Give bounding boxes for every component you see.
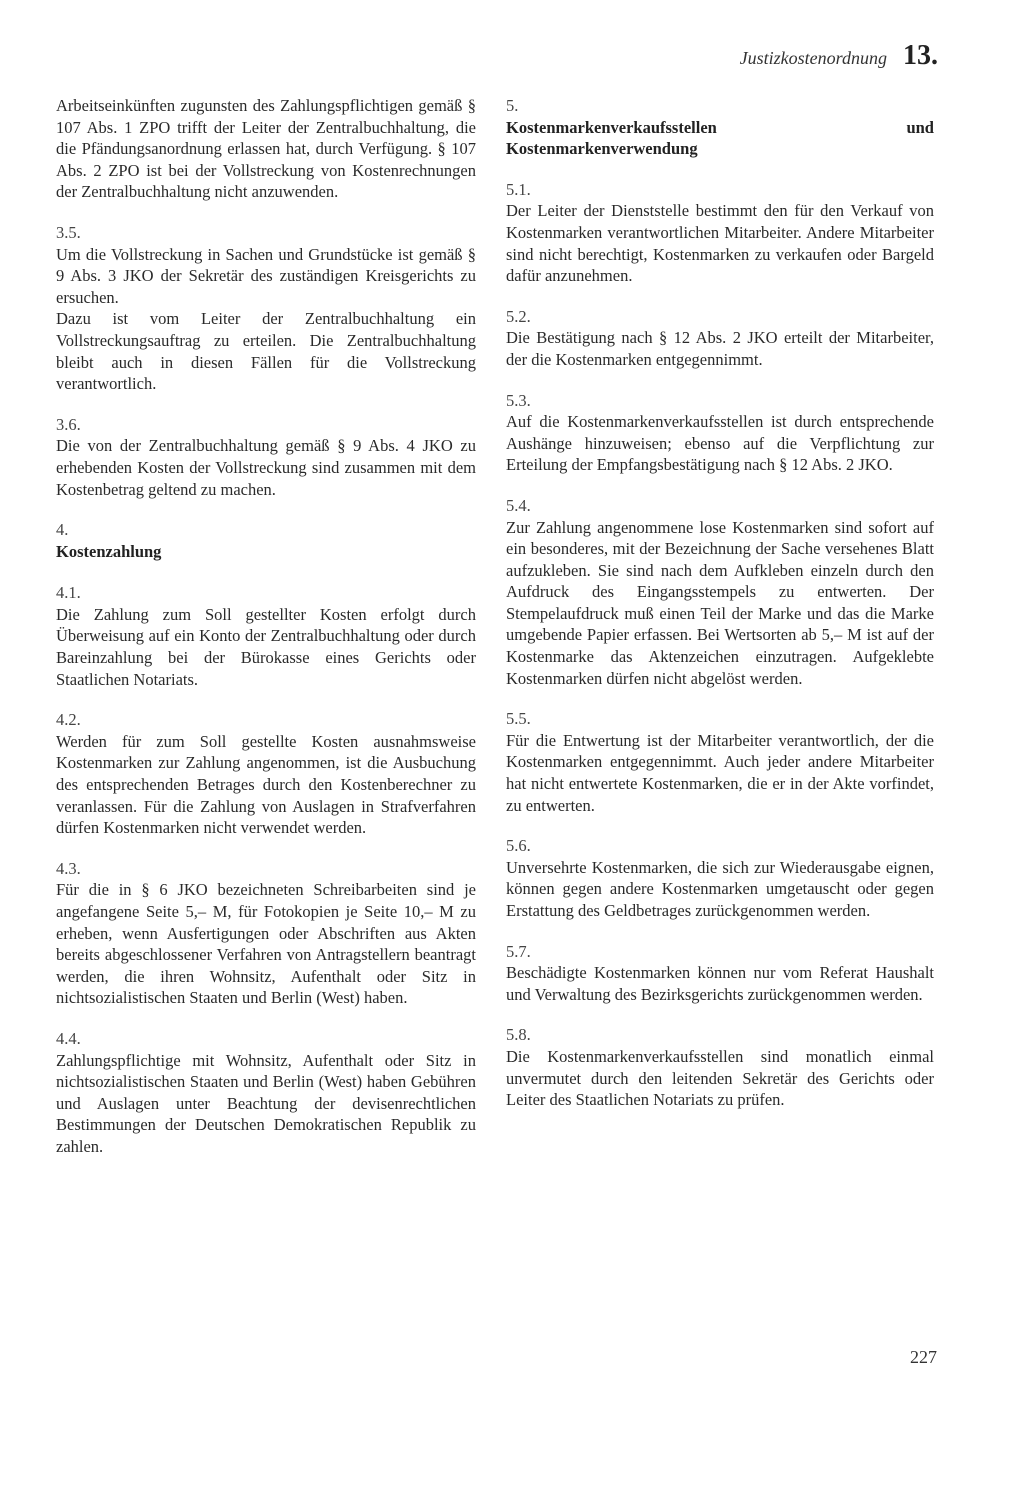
running-title: Justizkostenordnung: [739, 48, 887, 68]
section-number: 5.7.: [506, 941, 531, 961]
paragraph-text: Zahlungspflichtige mit Wohnsitz, Aufenthalt oder Sitz in nichtsozialistischen Staaten und Berlin (West) haben Gebühren und Auslagen unter Beachtung der devisenrechtlichen Bestimmungen der Deutschen Demokratischen Republik zu zahlen.: [56, 1050, 476, 1156]
section-number: 4.3.: [56, 858, 81, 878]
page-number: 227: [910, 1347, 937, 1367]
paragraph-text: Die Bestätigung nach § 12 Abs. 2 JKO erteilt der Mitarbeiter, der die Kostenmarken entgegennimmt.: [506, 328, 934, 369]
section-title: Kostenmarkenverkaufsstellen und Kostenmarkenverwendung: [506, 117, 934, 159]
section-number: 5.: [506, 96, 519, 115]
paragraph-text: Um die Vollstreckung in Sachen und Grundstücke ist gemäß § 9 Abs. 3 JKO der Sekretär des zuständigen Kreisgerichts zu ersuchen.: [56, 244, 476, 307]
section-number: 4.1.: [56, 583, 81, 603]
section-5-6: [506, 835, 934, 921]
section-number: 4.4.: [56, 1028, 81, 1048]
section-number: 5.3.: [506, 390, 531, 410]
section-number: 4.: [56, 520, 69, 540]
section-number: 3.6.: [56, 414, 81, 434]
section-5-5: [506, 708, 934, 816]
paragraph-text: Unversehrte Kostenmarken, die sich zur Wiederausgabe eignen, können gegen andere Kostenmarken umgetauscht oder gegen Erstattung des Geldbetrages zurückgenommen werden.: [506, 857, 934, 920]
section-5-4: [506, 495, 934, 689]
chapter-number: 13.: [903, 40, 938, 71]
section-3-6: [56, 414, 476, 500]
section-title: Kostenzahlung: [56, 541, 162, 561]
paragraph-text: Werden für zum Soll gestellte Kosten ausnahmsweise Kostenmarken zur Zahlung angenommen, ist die Ausbuchung des entsprechenden Betrages durch den Kostenberechner zu veranlassen. Für die Zahlung von Auslagen in Strafverfahren dürfen Kostenmarken nicht verwendet werden.: [56, 731, 476, 838]
paragraph-text: Der Leiter der Dienststelle bestimmt den für den Verkauf von Kostenmarken verantwortlichen Mitarbeiter. Andere Mitarbeiter sind nicht berechtigt, Kostenmarken zu verkaufen oder Bargeld dafür anzunehmen.: [506, 201, 934, 286]
section-number: 5.8.: [506, 1025, 531, 1045]
section-5-3: [506, 390, 934, 476]
paragraph-text: Beschädigte Kostenmarken können nur vom Referat Haushalt und Verwaltung des Bezirksgerichts zurückgenommen werden.: [506, 963, 934, 1004]
paragraph-text: Auf die Kostenmarkenverkaufsstellen ist durch entsprechende Aushänge hinzuweisen; ebenso auf die Verpflichtung zur Erteilung der Empfangsbestätigung nach § 12 Abs. 2 JKO.: [506, 412, 934, 475]
section-number: 4.2.: [56, 710, 81, 730]
page-header: [740, 40, 938, 72]
section-number: 5.4.: [506, 495, 531, 515]
paragraph-text: Für die in § 6 JKO bezeichneten Schreibarbeiten sind je angefangene Seite 5,– M, für Fotokopien je Seite 10,– M zu erheben, wenn Ausfertigungen oder Abschriften aus Akten bereits abgeschlossener Verfahren von Antragstellern beantragt werden, die ihren Wohnsitz, Aufenthalt oder Sitz in nichtsozialistischen Staaten und Berlin (West) haben.: [56, 880, 476, 1008]
section-4-2: [56, 709, 476, 839]
section-5-7: [506, 941, 934, 1006]
right-column: [506, 95, 934, 1130]
section-4-1: [56, 582, 476, 690]
continuation-paragraph: [56, 95, 476, 203]
paragraph-text: Für die Entwertung ist der Mitarbeiter verantwortlich, der die Kostenmarken entgegennimmt. Auch jeder andere Mitarbeiter hat nicht entwertete Kostenmarken, die er in der Akte vorfindet, zu entwerten.: [506, 730, 934, 815]
paragraph-text: Die von der Zentralbuchhaltung gemäß § 9 Abs. 4 JKO zu erhebenden Kosten der Vollstreckung sind zusammen mit dem Kostenbetrag geltend zu machen.: [56, 436, 476, 499]
section-5-8: [506, 1024, 934, 1110]
section-4-4: [56, 1028, 476, 1158]
section-number: 5.6.: [506, 836, 531, 856]
section-3-5: [56, 222, 476, 395]
section-number: 3.5.: [56, 222, 81, 242]
section-number: 5.1.: [506, 179, 531, 199]
section-number: 5.5.: [506, 709, 531, 729]
section-5-heading: [506, 95, 934, 160]
paragraph-text: Arbeitseinkünften zugunsten des Zahlungspflichtigen gemäß § 107 Abs. 1 ZPO trifft der Leiter der Zentralbuchhaltung, die die Pfändungsanordnung erlassen hat, durch Verfügung. § 107 Abs. 2 ZPO ist bei der Vollstreckung von Kostenrechnungen der Zentralbuchhaltung nicht anzuwenden.: [56, 96, 476, 202]
section-number: 5.2.: [506, 306, 531, 326]
paragraph-text: Zur Zahlung angenommene lose Kostenmarken sind sofort auf ein besonderes, mit der Bezeichnung der Sache versehenes Blatt aufzukleben. Sie sind nach dem Aufkleben einzeln durch den Aufdruck des Eingangsstempels zu entwerten. Der Stempelaufdruck muß einen Teil der Marke und das die Marke umgebende Papier erfassen. Bei Wertsorten ab 5,– M ist auf der Kostenmarke das Aktenzeichen einzutragen. Aufgeklebte Kostenmarken dürfen nicht abgelöst werden.: [506, 517, 934, 688]
section-4-3: [56, 858, 476, 1009]
paragraph-text: Die Zahlung zum Soll gestellter Kosten erfolgt durch Überweisung auf ein Konto der Zentralbuchhaltung oder durch Bareinzahlung bei der Bürokasse eines Gerichts oder Staatlichen Notariats.: [56, 604, 476, 689]
section-5-2: [506, 306, 934, 371]
paragraph-text: Die Kostenmarkenverkaufsstellen sind monatlich einmal unvermutet durch den leitenden Sekretär des Gerichts oder Leiter des Staatlichen Notariats zu prüfen.: [506, 1046, 934, 1110]
paragraph-text: Dazu ist vom Leiter der Zentralbuchhaltung ein Vollstreckungsauftrag zu erteilen. Die Zentralbuchhaltung bleibt auch in diesen Fällen für die Vollstreckung verantwortlich.: [56, 309, 476, 394]
left-column: [56, 95, 476, 1177]
section-5-1: [506, 179, 934, 287]
section-4-heading: [56, 519, 476, 562]
